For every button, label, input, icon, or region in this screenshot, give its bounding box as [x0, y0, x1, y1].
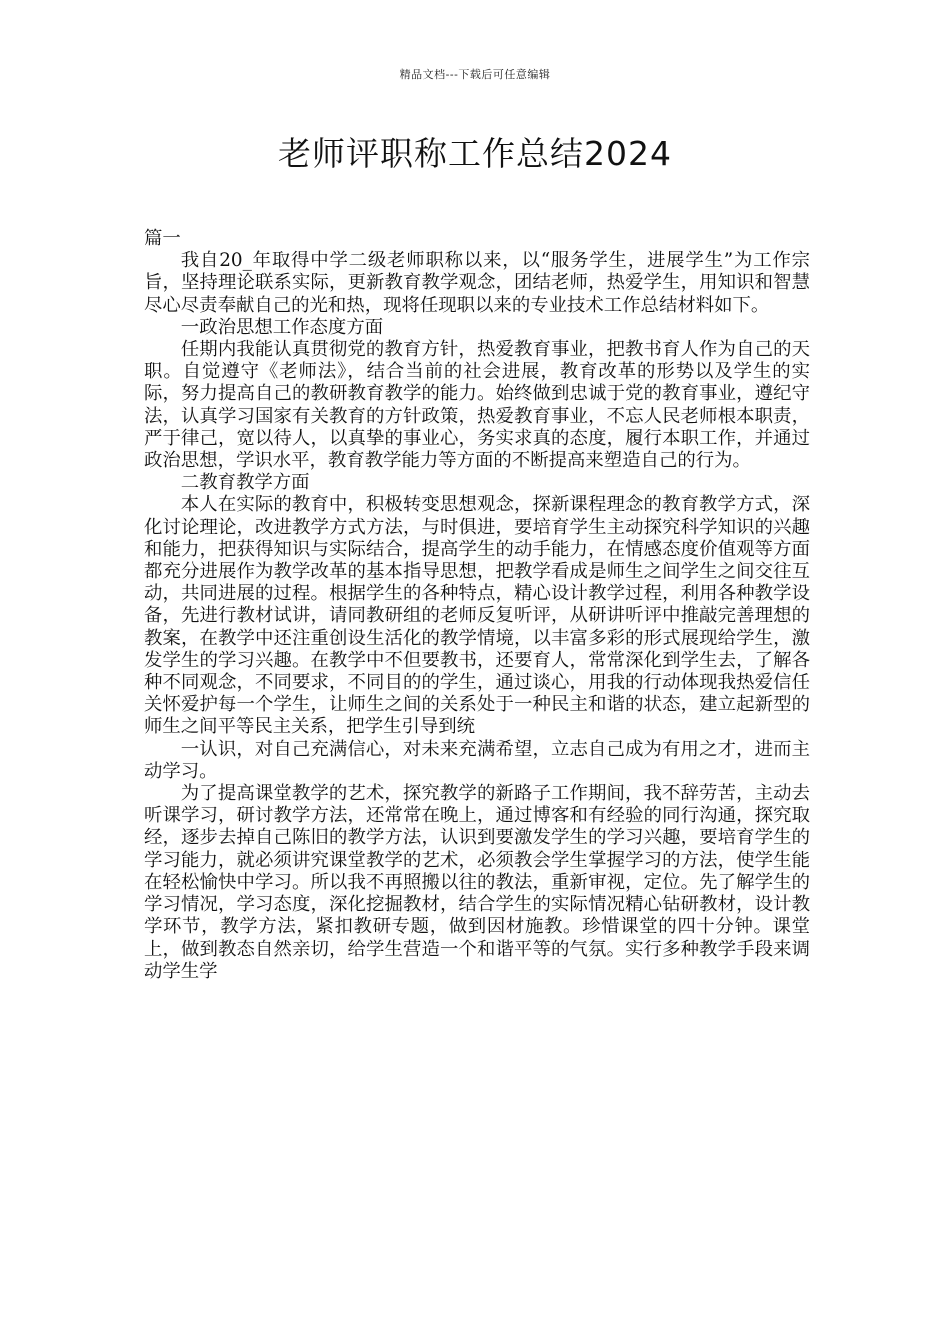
- header-note: 精品文档---下载后可任意编辑: [399, 68, 551, 81]
- paragraph-intro: 我自20_年取得中学二级老师职称以来，以“服务学生，进展学生”为工作宗旨，坚持理论联系实际，更新教育教学观念，团结老师，热爱学生，用知识和智慧尽心尽责奉献自己的光和热，现将任现职以来的专业技术工作总结材料如下。: [144, 250, 810, 316]
- document-title: 老师评职称工作总结2024: [278, 134, 672, 173]
- document-body: [144, 228, 810, 983]
- paragraph-teaching: 本人在实际的教育中，积极转变思想观念，探新课程理念的教育教学方式，深化讨论理论，改进教学方式方法，与时俱进，要培育学生主动探究科学知识的兴趣和能力，把获得知识与实际结合，提高学生的动手能力，在情感态度价值观等方面都充分进展作为教学改革的基本指导思想，把教学看成是师生之间学生之间交往互动，共同进展的过程。根据学生的各种特点，精心设计教学过程，利用各种教学设备，先进行教材试讲，请同教研组的老师反复听评，从研讲听评中推敲完善理想的教案，在教学中还注重创设生活化的教学情境，以丰富多彩的形式展现给学生，激发学生的学习兴趣。在教学中不但要教书，还要育人，常常深化到学生去，了解各种不同观念，不同要求，不同目的的学生，通过谈心，用我的行动体现我热爱信任关怀爱护每一个学生，让师生之间的关系处于一种民主和谐的状态，建立起新型的师生之间平等民主关系，把学生引导到统: [144, 494, 810, 738]
- paragraph-classroom-art: 为了提高课堂教学的艺术，探究教学的新路子工作期间，我不辞劳苦，主动去听课学习，研讨教学方法，还常常在晚上，通过博客和有经验的同行沟通，探究取经，逐步去掉自己陈旧的教学方法，认识到要激发学生的学习兴趣，要培育学生的学习能力，就必须讲究课堂教学的艺术，必须教会学生掌握学习的方法，使学生能在轻松愉快中学习。所以我不再照搬以往的教法，重新审视，定位。先了解学生的学习情况，学习态度，深化挖掘教材，结合学生的实际情况精心钻研教材，设计教学环节，教学方法，紧扣教研专题，做到因材施教。珍惜课堂的四十分钟。课堂上，做到教态自然亲切，给学生营造一个和谐平等的气氛。实行多种教学手段来调动学生学: [144, 783, 810, 982]
- paragraph-teaching-continued: 一认识，对自己充满信心，对未来充满希望，立志自己成为有用之才，进而主动学习。: [144, 738, 810, 782]
- paragraph-politics: 任期内我能认真贯彻党的教育方针，热爱教育事业，把教书育人作为自己的天职。自觉遵守《老师法》，结合当前的社会进展，教育改革的形势以及学生的实际，努力提高自己的教研教育教学的能力。始终做到忠诚于党的教育事业，遵纪守法，认真学习国家有关教育的方针政策，热爱教育事业，不忘人民老师根本职责，严于律己，宽以待人，以真挚的事业心，务实求真的态度，履行本职工作，并通过政治思想，学识水平，教育教学能力等方面的不断提高来塑造自己的行为。: [144, 339, 810, 472]
- section-heading-teaching: 二教育教学方面: [180, 472, 310, 494]
- section-label: 篇一: [144, 228, 181, 249]
- section-heading-politics: 一政治思想工作态度方面: [180, 316, 384, 338]
